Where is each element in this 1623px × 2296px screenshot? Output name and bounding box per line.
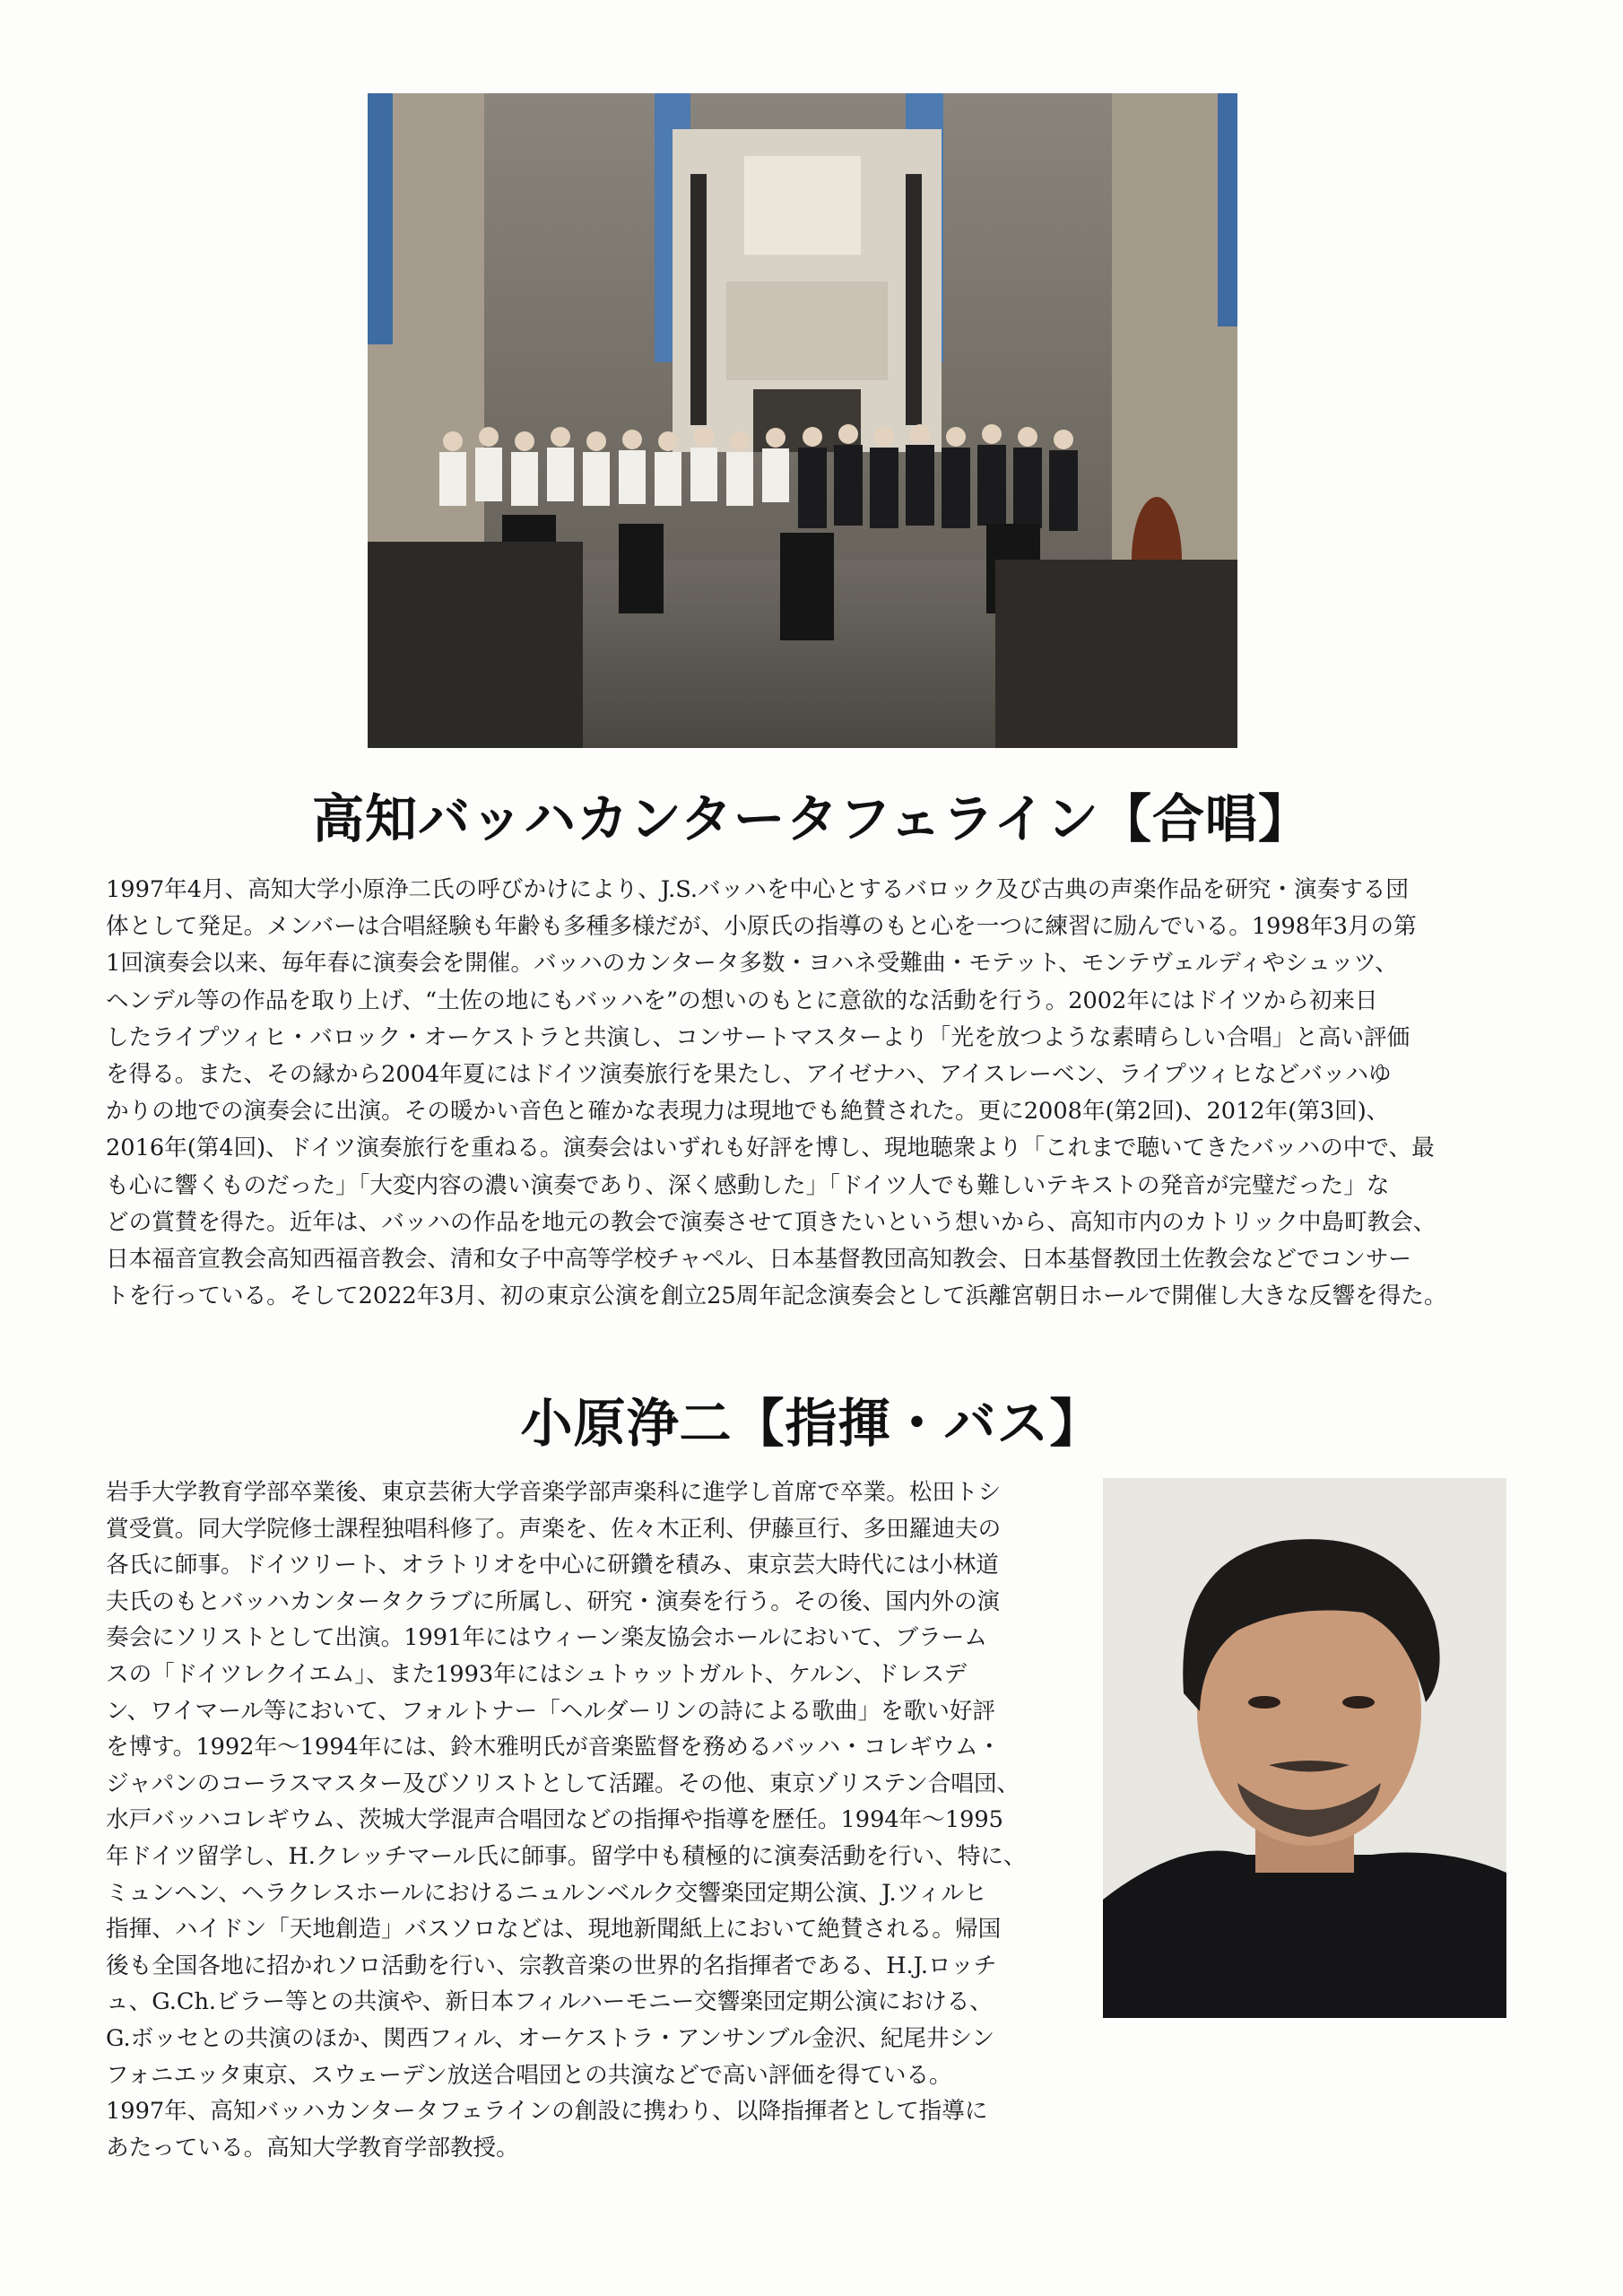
bio-text-line: 後も全国各地に招かれソロ活動を行い、宗教音楽の世界的名指揮者である、H.J.ロッチ <box>106 1952 997 1979</box>
bio-text-line: ミュンヘン、ヘラクレスホールにおけるニュルンベルク交響楽団定期公演、J.ツィルヒ <box>106 1879 987 1907</box>
bio-text-line: ュ、G.Ch.ビラー等との共演や、新日本フィルハーモニー交響楽団定期公演における、 <box>106 1988 993 2016</box>
bio-text-line: 水戸バッハコレギウム、茨城大学混声合唱団などの指揮や指導を歴任。1994年～1995 <box>106 1806 1003 1834</box>
choir-text-line: 体として発足。メンバーは合唱経験も年齢も多種多様だが、小原氏の指導のもと心を一つに練習に励んでいる。1998年3月の第 <box>106 913 1417 941</box>
bio-text-line: ジャパンのコーラスマスター及びソリストとして活躍。その他、東京ゾリステン合唱団、 <box>106 1770 1020 1797</box>
choir-text-line: ヘンデル等の作品を取り上げ、“土佐の地にもバッハを”の想いのもとに意欲的な活動を行う。2002年にはドイツから初来日 <box>106 987 1378 1014</box>
bio-text-line: スの「ドイツレクイエム」、また1993年にはシュトゥットガルト、ケルン、ドレスデ <box>106 1660 968 1688</box>
bio-text-line: を博す。1992年～1994年には、鈴木雅明氏が音楽監督を務めるバッハ・コレギウム・ <box>106 1734 1002 1761</box>
bio-text-line: 賞受賞。同大学院修士課程独唱科修了。声楽を、佐々木正利、伊藤亘行、多田羅迪夫の <box>106 1515 1002 1543</box>
choir-text-line: 1回演奏会以来、毎年春に演奏会を開催。バッハのカンタータ多数・ヨハネ受難曲・モテット、モンテヴェルディやシュッツ、 <box>106 950 1398 978</box>
choir-photo-icon <box>368 93 1237 748</box>
bio-text-line: 年ドイツ留学し、H.クレッチマール氏に師事。留学中も積極的に演奏活動を行い、特に、 <box>106 1842 1027 1870</box>
conductor-section-title: 小原浄二【指揮・バス】 <box>520 1393 1103 1454</box>
choir-section-title: 高知バッハカンタータフェライン【合唱】 <box>311 788 1312 849</box>
choir-text-line: 2016年(第4回)、ドイツ演奏旅行を重ねる。演奏会はいずれも好評を博し、現地聴衆より「これまで聴いてきたバッハの中で、最 <box>106 1135 1435 1162</box>
choir-text-line: を得る。また、その縁から2004年夏にはドイツ演奏旅行を果たし、アイゼナハ、アイスレーベン、ライプツィヒなどバッハゆ <box>106 1061 1392 1089</box>
conductor-portrait <box>1103 1478 1506 2018</box>
bio-text-line: 指揮、ハイドン「天地創造」バスソロなどは、現地新聞紙上において絶賛される。帰国 <box>106 1916 1002 1944</box>
conductor-biography <box>106 1474 1063 2166</box>
choir-description <box>106 872 1506 1315</box>
bio-text-line: 岩手大学教育学部卒業後、東京芸術大学音楽学部声楽科に進学し首席で卒業。松田トシ <box>106 1479 1002 1506</box>
choir-text-line: 日本福音宣教会高知西福音教会、清和女子中高等学校チャペル、日本基督教団高知教会、日本基督教団土佐教会などでコンサー <box>106 1246 1412 1274</box>
portrait-photo-icon <box>1103 1478 1506 2018</box>
bio-text-line: 夫氏のもとバッハカンタータクラブに所属し、研究・演奏を行う。その後、国内外の演 <box>106 1587 1001 1615</box>
bio-text-line: 奏会にソリストとして出演。1991年にはウィーン楽友協会ホールにおいて、ブラーム <box>106 1624 987 1652</box>
choir-text-line: どの賞賛を得た。近年は、バッハの作品を地元の教会で演奏させて頂きたいという想いから、高知市内のカトリック中島町教会、 <box>106 1208 1436 1236</box>
bio-text-line: 各氏に師事。ドイツリート、オラトリオを中心に研鑽を積み、東京芸大時代には小林道 <box>106 1552 999 1579</box>
choir-text-line: も心に響くものだった」「大変内容の濃い演奏であり、深く感動した」「ドイツ人でも難しいテキストの発音が完璧だった」な <box>106 1171 1390 1199</box>
choir-text-line: トを行っている。そして2022年3月、初の東京公演を創立25周年記念演奏会として浜離宮朝日ホールで開催し大きな反響を得た。 <box>106 1283 1447 1310</box>
choir-text-line: かりの地での演奏会に出演。その暖かい音色と確かな表現力は現地でも絶賛された。更に2008年(第2回)、2012年(第3回)、 <box>106 1098 1390 1126</box>
choir-photo <box>368 93 1237 748</box>
choir-text-line: したライプツィヒ・バロック・オーケストラと共演し、コンサートマスターより「光を放つような素晴らしい合唱」と高い評価 <box>106 1023 1410 1051</box>
bio-text-line: G.ボッセとの共演のほか、関西フィル、オーケストラ・アンサンブル金沢、紀尾井シン <box>106 2024 995 2052</box>
bio-text-line: ン、ワイマール等において、フォルトナー「ヘルダーリンの詩による歌曲」を歌い好評 <box>106 1697 996 1725</box>
bio-text-line: フォニエッタ東京、スウェーデン放送合唱団との共演などで高い評価を得ている。 <box>106 2061 952 2089</box>
choir-text-line: 1997年4月、高知大学小原浄二氏の呼びかけにより、J.S.バッハを中心とするバロック及び古典の声楽作品を研究・演奏する団 <box>106 876 1409 903</box>
bio-text-line: あたっている。高知大学教育学部教授。 <box>106 2134 519 2161</box>
bio-text-line: 1997年、高知バッハカンタータフェラインの創設に携わり、以降指揮者として指導に <box>106 2098 988 2126</box>
